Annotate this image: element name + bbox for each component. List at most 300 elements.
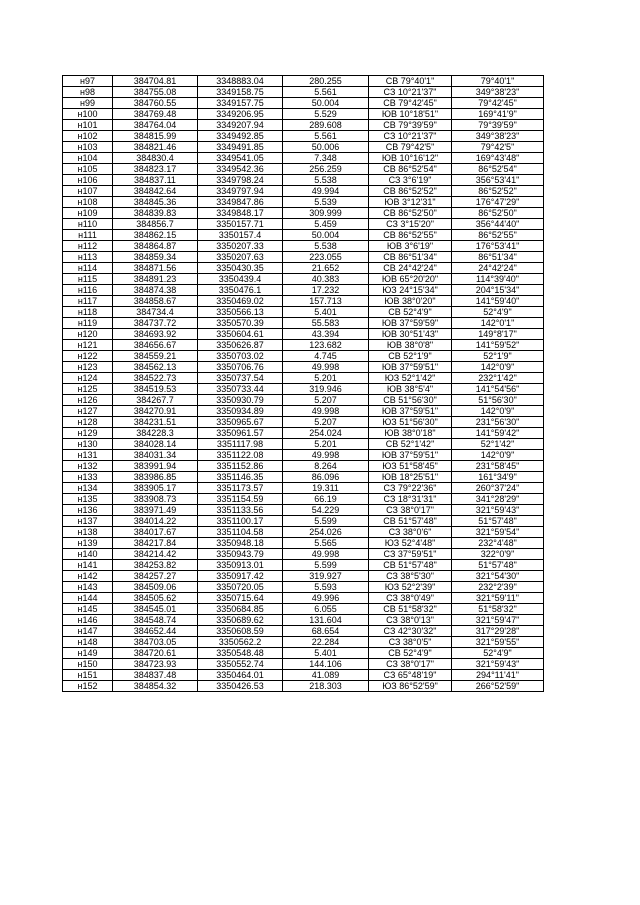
azimuth-cell: 142°0'9" (452, 450, 544, 461)
distance-cell: 5.201 (283, 439, 369, 450)
y-coordinate-cell: 3351100.17 (198, 516, 283, 527)
table-row (63, 604, 544, 615)
distance-cell: 6.055 (283, 604, 369, 615)
point-id-cell: н142 (63, 571, 113, 582)
distance-cell: 254.024 (283, 428, 369, 439)
bearing-cell: СЗ 38°0'17" (369, 505, 452, 516)
point-id-cell: н117 (63, 296, 113, 307)
bearing-cell: СЗ 37°59'51" (369, 549, 452, 560)
y-coordinate-cell: 3351104.58 (198, 527, 283, 538)
distance-cell: 22.284 (283, 637, 369, 648)
distance-cell: 5.401 (283, 648, 369, 659)
bearing-cell: СЗ 79°22'36" (369, 483, 452, 494)
bearing-cell: ЮВ 37°59'51" (369, 450, 452, 461)
table-row (63, 494, 544, 505)
table-row (63, 670, 544, 681)
bearing-cell: СВ 79°39'59" (369, 120, 452, 131)
azimuth-cell: 142°0'9" (452, 362, 544, 373)
azimuth-cell: 141°59'40" (452, 296, 544, 307)
x-coordinate-cell: 384228.3 (113, 428, 198, 439)
y-coordinate-cell: 3349206.95 (198, 109, 283, 120)
bearing-cell: ЮВ 37°59'59" (369, 318, 452, 329)
azimuth-cell: 86°52'54" (452, 164, 544, 175)
azimuth-cell: 51°56'30" (452, 395, 544, 406)
table-row (63, 87, 544, 98)
table-row (63, 593, 544, 604)
distance-cell: 4.745 (283, 351, 369, 362)
table-row (63, 626, 544, 637)
table-row (63, 142, 544, 153)
point-id-cell: н147 (63, 626, 113, 637)
bearing-cell: ЮВ 3°6'19" (369, 241, 452, 252)
x-coordinate-cell: 384559.21 (113, 351, 198, 362)
azimuth-cell: 341°28'29" (452, 494, 544, 505)
azimuth-cell: 51°57'48" (452, 560, 544, 571)
point-id-cell: н146 (63, 615, 113, 626)
table-row (63, 318, 544, 329)
azimuth-cell: 321°59'43" (452, 659, 544, 670)
distance-cell: 319.927 (283, 571, 369, 582)
distance-cell: 5.599 (283, 516, 369, 527)
bearing-cell: ЮВ 37°59'51" (369, 406, 452, 417)
x-coordinate-cell: 384505.62 (113, 593, 198, 604)
x-coordinate-cell: 383986.85 (113, 472, 198, 483)
y-coordinate-cell: 3348883.04 (198, 76, 283, 87)
bearing-cell: СЗ 10°21'37" (369, 131, 452, 142)
point-id-cell: н145 (63, 604, 113, 615)
y-coordinate-cell: 3350157.4 (198, 230, 283, 241)
azimuth-cell: 114°39'40" (452, 274, 544, 285)
table-row (63, 208, 544, 219)
point-id-cell: н127 (63, 406, 113, 417)
distance-cell: 5.207 (283, 417, 369, 428)
point-id-cell: н141 (63, 560, 113, 571)
x-coordinate-cell: 384014.22 (113, 516, 198, 527)
x-coordinate-cell: 383908.73 (113, 494, 198, 505)
point-id-cell: н133 (63, 472, 113, 483)
x-coordinate-cell: 384214.42 (113, 549, 198, 560)
distance-cell: 5.201 (283, 373, 369, 384)
distance-cell: 223.055 (283, 252, 369, 263)
distance-cell: 5.565 (283, 538, 369, 549)
table-row (63, 505, 544, 516)
y-coordinate-cell: 3350943.79 (198, 549, 283, 560)
azimuth-cell: 169°41'9" (452, 109, 544, 120)
bearing-cell: ЮЗ 52°1'42" (369, 373, 452, 384)
azimuth-cell: 24°42'24" (452, 263, 544, 274)
point-id-cell: н97 (63, 76, 113, 87)
table-row (63, 571, 544, 582)
point-id-cell: н98 (63, 87, 113, 98)
x-coordinate-cell: 383971.49 (113, 505, 198, 516)
table-row (63, 417, 544, 428)
y-coordinate-cell: 3351146.35 (198, 472, 283, 483)
bearing-cell: СВ 79°42'5" (369, 142, 452, 153)
y-coordinate-cell: 3350207.63 (198, 252, 283, 263)
azimuth-cell: 321°59'54" (452, 527, 544, 538)
distance-cell: 49.998 (283, 406, 369, 417)
x-coordinate-cell: 384545.01 (113, 604, 198, 615)
table-row (63, 197, 544, 208)
table-row (63, 186, 544, 197)
table-row (63, 164, 544, 175)
y-coordinate-cell: 3350703.02 (198, 351, 283, 362)
azimuth-cell: 356°53'41" (452, 175, 544, 186)
point-id-cell: н124 (63, 373, 113, 384)
bearing-cell: ЮВ 38°5'4" (369, 384, 452, 395)
x-coordinate-cell: 384509.06 (113, 582, 198, 593)
distance-cell: 123.682 (283, 340, 369, 351)
distance-cell: 49.996 (283, 593, 369, 604)
distance-cell: 5.539 (283, 197, 369, 208)
coordinates-table-body (63, 76, 544, 692)
x-coordinate-cell: 384862.15 (113, 230, 198, 241)
azimuth-cell: 86°52'55" (452, 230, 544, 241)
point-id-cell: н129 (63, 428, 113, 439)
y-coordinate-cell: 3349542.36 (198, 164, 283, 175)
y-coordinate-cell: 3350426.53 (198, 681, 283, 692)
azimuth-cell: 321°59'11" (452, 593, 544, 604)
point-id-cell: н144 (63, 593, 113, 604)
bearing-cell: ЮЗ 51°58'45" (369, 461, 452, 472)
table-row (63, 296, 544, 307)
y-coordinate-cell: 3350207.33 (198, 241, 283, 252)
point-id-cell: н112 (63, 241, 113, 252)
bearing-cell: СЗ 42°30'32" (369, 626, 452, 637)
x-coordinate-cell: 384871.56 (113, 263, 198, 274)
table-row (63, 615, 544, 626)
distance-cell: 68.654 (283, 626, 369, 637)
x-coordinate-cell: 383905.17 (113, 483, 198, 494)
bearing-cell: СВ 86°52'52" (369, 186, 452, 197)
table-row (63, 98, 544, 109)
table-row (63, 252, 544, 263)
distance-cell: 50.004 (283, 98, 369, 109)
x-coordinate-cell: 384703.05 (113, 637, 198, 648)
point-id-cell: н104 (63, 153, 113, 164)
point-id-cell: н101 (63, 120, 113, 131)
x-coordinate-cell: 384856.7 (113, 219, 198, 230)
point-id-cell: н126 (63, 395, 113, 406)
azimuth-cell: 321°59'47" (452, 615, 544, 626)
y-coordinate-cell: 3350684.85 (198, 604, 283, 615)
azimuth-cell: 149°8'17" (452, 329, 544, 340)
x-coordinate-cell: 384231.51 (113, 417, 198, 428)
distance-cell: 49.994 (283, 186, 369, 197)
x-coordinate-cell: 384522.73 (113, 373, 198, 384)
x-coordinate-cell: 384839.83 (113, 208, 198, 219)
azimuth-cell: 232°2'39" (452, 582, 544, 593)
x-coordinate-cell: 384217.84 (113, 538, 198, 549)
y-coordinate-cell: 3351154.59 (198, 494, 283, 505)
bearing-cell: ЮВ 37°59'51" (369, 362, 452, 373)
y-coordinate-cell: 3350464.01 (198, 670, 283, 681)
table-row (63, 351, 544, 362)
azimuth-cell: 356°44'40" (452, 219, 544, 230)
azimuth-cell: 142°0'9" (452, 406, 544, 417)
x-coordinate-cell: 384821.46 (113, 142, 198, 153)
bearing-cell: ЮВ 38°0'20" (369, 296, 452, 307)
point-id-cell: н100 (63, 109, 113, 120)
distance-cell: 5.538 (283, 241, 369, 252)
azimuth-cell: 176°53'41" (452, 241, 544, 252)
azimuth-cell: 349°38'23" (452, 131, 544, 142)
table-row (63, 681, 544, 692)
y-coordinate-cell: 3350552.74 (198, 659, 283, 670)
distance-cell: 309.999 (283, 208, 369, 219)
point-id-cell: н118 (63, 307, 113, 318)
distance-cell: 86.096 (283, 472, 369, 483)
y-coordinate-cell: 3350689.62 (198, 615, 283, 626)
azimuth-cell: 52°4'9" (452, 307, 544, 318)
distance-cell: 5.207 (283, 395, 369, 406)
table-row (63, 472, 544, 483)
table-row (63, 659, 544, 670)
x-coordinate-cell: 384858.67 (113, 296, 198, 307)
distance-cell: 19.311 (283, 483, 369, 494)
bearing-cell: ЮВ 38°0'8" (369, 340, 452, 351)
point-id-cell: н139 (63, 538, 113, 549)
point-id-cell: н113 (63, 252, 113, 263)
distance-cell: 5.593 (283, 582, 369, 593)
table-row (63, 274, 544, 285)
point-id-cell: н140 (63, 549, 113, 560)
bearing-cell: ЮВ 38°0'18" (369, 428, 452, 439)
distance-cell: 131.604 (283, 615, 369, 626)
bearing-cell: ЮЗ 86°52'59" (369, 681, 452, 692)
bearing-cell: ЮВ 65°20'20" (369, 274, 452, 285)
y-coordinate-cell: 3349847.86 (198, 197, 283, 208)
x-coordinate-cell: 383991.94 (113, 461, 198, 472)
x-coordinate-cell: 384267.7 (113, 395, 198, 406)
distance-cell: 218.303 (283, 681, 369, 692)
distance-cell: 5.401 (283, 307, 369, 318)
bearing-cell: СВ 51°57'48" (369, 516, 452, 527)
y-coordinate-cell: 3350737.54 (198, 373, 283, 384)
table-row (63, 516, 544, 527)
point-id-cell: н123 (63, 362, 113, 373)
table-row (63, 307, 544, 318)
azimuth-cell: 321°59'43" (452, 505, 544, 516)
y-coordinate-cell: 3350608.59 (198, 626, 283, 637)
y-coordinate-cell: 3349158.75 (198, 87, 283, 98)
distance-cell: 40.383 (283, 274, 369, 285)
azimuth-cell: 141°54'56" (452, 384, 544, 395)
point-id-cell: н106 (63, 175, 113, 186)
y-coordinate-cell: 3351152.86 (198, 461, 283, 472)
y-coordinate-cell: 3350430.35 (198, 263, 283, 274)
x-coordinate-cell: 384891.23 (113, 274, 198, 285)
table-row (63, 219, 544, 230)
y-coordinate-cell: 3349848.17 (198, 208, 283, 219)
table-row (63, 560, 544, 571)
azimuth-cell: 141°59'52" (452, 340, 544, 351)
point-id-cell: н110 (63, 219, 113, 230)
bearing-cell: СЗ 18°31'31" (369, 494, 452, 505)
bearing-cell: СЗ 3°15'20" (369, 219, 452, 230)
table-row (63, 329, 544, 340)
x-coordinate-cell: 384764.04 (113, 120, 198, 131)
x-coordinate-cell: 384830.4 (113, 153, 198, 164)
distance-cell: 17.232 (283, 285, 369, 296)
x-coordinate-cell: 384704.81 (113, 76, 198, 87)
table-row (63, 241, 544, 252)
x-coordinate-cell: 384734.4 (113, 307, 198, 318)
bearing-cell: СВ 51°58'32" (369, 604, 452, 615)
azimuth-cell: 232°4'48" (452, 538, 544, 549)
distance-cell: 21.652 (283, 263, 369, 274)
azimuth-cell: 266°52'59" (452, 681, 544, 692)
azimuth-cell: 52°1'9" (452, 351, 544, 362)
y-coordinate-cell: 3350562.2 (198, 637, 283, 648)
point-id-cell: н105 (63, 164, 113, 175)
x-coordinate-cell: 384859.34 (113, 252, 198, 263)
x-coordinate-cell: 384854.32 (113, 681, 198, 692)
point-id-cell: н116 (63, 285, 113, 296)
point-id-cell: н99 (63, 98, 113, 109)
point-id-cell: н132 (63, 461, 113, 472)
y-coordinate-cell: 3350930.79 (198, 395, 283, 406)
point-id-cell: н148 (63, 637, 113, 648)
point-id-cell: н130 (63, 439, 113, 450)
x-coordinate-cell: 384815.99 (113, 131, 198, 142)
distance-cell: 49.998 (283, 362, 369, 373)
y-coordinate-cell: 3350913.01 (198, 560, 283, 571)
x-coordinate-cell: 384562.13 (113, 362, 198, 373)
distance-cell: 41.089 (283, 670, 369, 681)
point-id-cell: н103 (63, 142, 113, 153)
table-row (63, 362, 544, 373)
y-coordinate-cell: 3350439.4 (198, 274, 283, 285)
azimuth-cell: 231°56'30" (452, 417, 544, 428)
y-coordinate-cell: 3349207.94 (198, 120, 283, 131)
x-coordinate-cell: 384837.11 (113, 175, 198, 186)
bearing-cell: СЗ 3°6'19" (369, 175, 452, 186)
bearing-cell: СВ 86°52'55" (369, 230, 452, 241)
distance-cell: 50.006 (283, 142, 369, 153)
bearing-cell: ЮЗ 52°4'48" (369, 538, 452, 549)
distance-cell: 157.713 (283, 296, 369, 307)
y-coordinate-cell: 3350566.13 (198, 307, 283, 318)
point-id-cell: н119 (63, 318, 113, 329)
bearing-cell: ЮЗ 24°15'34" (369, 285, 452, 296)
point-id-cell: н125 (63, 384, 113, 395)
table-row (63, 120, 544, 131)
x-coordinate-cell: 384257.27 (113, 571, 198, 582)
distance-cell: 49.998 (283, 450, 369, 461)
bearing-cell: СВ 52°1'42" (369, 439, 452, 450)
bearing-cell: СВ 52°4'9" (369, 648, 452, 659)
y-coordinate-cell: 3350720.05 (198, 582, 283, 593)
bearing-cell: СЗ 38°0'49" (369, 593, 452, 604)
table-row (63, 439, 544, 450)
distance-cell: 5.599 (283, 560, 369, 571)
table-row (63, 538, 544, 549)
x-coordinate-cell: 384270.91 (113, 406, 198, 417)
y-coordinate-cell: 3349491.85 (198, 142, 283, 153)
table-row (63, 76, 544, 87)
x-coordinate-cell: 384723.93 (113, 659, 198, 670)
bearing-cell: ЮВ 18°25'51" (369, 472, 452, 483)
azimuth-cell: 176°47'29" (452, 197, 544, 208)
bearing-cell: СВ 51°56'30" (369, 395, 452, 406)
azimuth-cell: 86°52'50" (452, 208, 544, 219)
x-coordinate-cell: 384693.92 (113, 329, 198, 340)
table-row (63, 582, 544, 593)
azimuth-cell: 169°43'48" (452, 153, 544, 164)
azimuth-cell: 322°0'9" (452, 549, 544, 560)
y-coordinate-cell: 3351117.98 (198, 439, 283, 450)
x-coordinate-cell: 384028.14 (113, 439, 198, 450)
table-row (63, 461, 544, 472)
azimuth-cell: 52°4'9" (452, 648, 544, 659)
y-coordinate-cell: 3350948.18 (198, 538, 283, 549)
bearing-cell: СВ 86°52'50" (369, 208, 452, 219)
point-id-cell: н111 (63, 230, 113, 241)
x-coordinate-cell: 384548.74 (113, 615, 198, 626)
y-coordinate-cell: 3350469.02 (198, 296, 283, 307)
y-coordinate-cell: 3350706.76 (198, 362, 283, 373)
x-coordinate-cell: 384253.82 (113, 560, 198, 571)
point-id-cell: н108 (63, 197, 113, 208)
table-row (63, 549, 544, 560)
point-id-cell: н122 (63, 351, 113, 362)
y-coordinate-cell: 3350548.48 (198, 648, 283, 659)
azimuth-cell: 79°42'5" (452, 142, 544, 153)
azimuth-cell: 79°40'1" (452, 76, 544, 87)
x-coordinate-cell: 384769.48 (113, 109, 198, 120)
point-id-cell: н136 (63, 505, 113, 516)
x-coordinate-cell: 384737.72 (113, 318, 198, 329)
bearing-cell: ЮВ 10°18'51" (369, 109, 452, 120)
y-coordinate-cell: 3350961.57 (198, 428, 283, 439)
y-coordinate-cell: 3350934.89 (198, 406, 283, 417)
y-coordinate-cell: 3349541.05 (198, 153, 283, 164)
x-coordinate-cell: 384652.44 (113, 626, 198, 637)
point-id-cell: н137 (63, 516, 113, 527)
bearing-cell: СВ 52°1'9" (369, 351, 452, 362)
point-id-cell: н109 (63, 208, 113, 219)
point-id-cell: н149 (63, 648, 113, 659)
bearing-cell: ЮВ 30°51'43" (369, 329, 452, 340)
azimuth-cell: 51°58'32" (452, 604, 544, 615)
distance-cell: 256.259 (283, 164, 369, 175)
bearing-cell: СВ 86°52'54" (369, 164, 452, 175)
azimuth-cell: 294°11'41" (452, 670, 544, 681)
bearing-cell: ЮВ 10°16'12" (369, 153, 452, 164)
y-coordinate-cell: 3350626.87 (198, 340, 283, 351)
distance-cell: 43.394 (283, 329, 369, 340)
azimuth-cell: 86°51'34" (452, 252, 544, 263)
table-row (63, 428, 544, 439)
distance-cell: 7.348 (283, 153, 369, 164)
azimuth-cell: 161°34'9" (452, 472, 544, 483)
x-coordinate-cell: 384845.36 (113, 197, 198, 208)
point-id-cell: н134 (63, 483, 113, 494)
x-coordinate-cell: 384864.87 (113, 241, 198, 252)
bearing-cell: СВ 52°4'9" (369, 307, 452, 318)
y-coordinate-cell: 3351173.57 (198, 483, 283, 494)
bearing-cell: СЗ 38°0'17" (369, 659, 452, 670)
y-coordinate-cell: 3350715.64 (198, 593, 283, 604)
point-id-cell: н114 (63, 263, 113, 274)
azimuth-cell: 86°52'52" (452, 186, 544, 197)
bearing-cell: СЗ 65°48'19" (369, 670, 452, 681)
distance-cell: 5.459 (283, 219, 369, 230)
azimuth-cell: 321°54'30" (452, 571, 544, 582)
x-coordinate-cell: 384837.48 (113, 670, 198, 681)
distance-cell: 5.529 (283, 109, 369, 120)
